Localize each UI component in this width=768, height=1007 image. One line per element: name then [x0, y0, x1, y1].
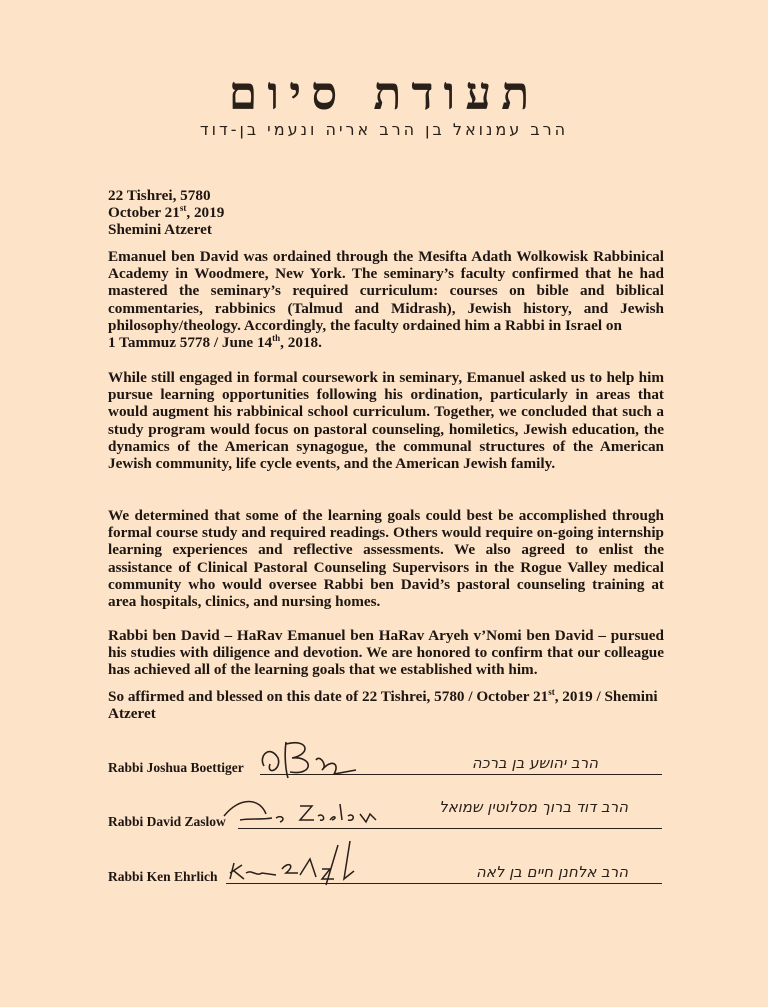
- certificate-title: תעודת סיום: [228, 66, 540, 120]
- ordinal-suffix: st: [179, 203, 187, 214]
- certificate-subtitle: הרב עמנואל בן הרב אריה ונעמי בן-דוד: [199, 120, 569, 139]
- handwritten-signature: [226, 839, 376, 889]
- signer-name: Rabbi Joshua Boettiger: [108, 760, 244, 775]
- paragraph-affirmation: [108, 688, 664, 722]
- hebrew-signature-name: הרב אלחנן חיים בן לאה: [475, 863, 628, 881]
- signature-row-ehrlich: [108, 845, 668, 885]
- paragraph-text: Emanuel ben David was ordained through the Mesifta Adath Wolkowisk Rabbinical Academy in Woodmere, New York. The seminary’s faculty confirmed that he had mastered the seminary’s required curriculum: courses on bible and biblical commentaries, rabbinics (Talmud and Midrash), Jewish history, and Jewish philosophy/theology. Accordingly, the faculty ordained him a Rabbi in Israel on: [108, 248, 664, 334]
- signer-name: Rabbi David Zaslow: [108, 814, 226, 829]
- civil-date-year: , 2019: [186, 204, 225, 222]
- handwritten-signature: [220, 794, 380, 828]
- signer-name: Rabbi Ken Ehrlich: [108, 869, 218, 884]
- signature-line: [238, 828, 662, 829]
- paragraph-study-program: While still engaged in formal coursework in seminary, Emanuel asked us to help him pursue learning opportunities following his ordination, particularly in areas that would augment his rabbinical school curriculum. Together, we concluded that such a study program would focus on pastoral counseling, homiletics, Jewish education, the dynamics of the American synagogue, the communal structures of the American Jewish community, life cycle events, and the American Jewish family.: [108, 369, 664, 473]
- ordinal-suffix: th: [272, 332, 281, 343]
- date-block: [108, 187, 664, 239]
- hebrew-date: 22 Tishrei, 5780: [108, 187, 211, 204]
- ordination-date: 1 Tammuz 5778 / June 14: [108, 334, 273, 352]
- affirmation-text-end: , 2019 / Shemini Atzeret: [108, 688, 658, 723]
- paragraph-confirmation: Rabbi ben David – HaRav Emanuel ben HaRav Aryeh v’Nomi ben David – pursued his studies with diligence and devotion. We are honored to confirm that our colleague has achieved all of the learning goals that we established with him.: [108, 627, 664, 679]
- ordinal-suffix: st: [548, 686, 555, 697]
- ordination-year: , 2018.: [280, 334, 322, 352]
- civil-date-text: October 21: [108, 204, 180, 222]
- paragraph-ordination: [108, 248, 664, 351]
- handwritten-signature: [256, 736, 366, 782]
- paragraph-learning-goals: We determined that some of the learning goals could best be accomplished through formal course study and required readings. Others would require on-going internship learning experiences and reflective assessments. We also agreed to enlist the assistance of Clinical Pastoral Counseling Supervisors in the Rogue Valley medical community who would oversee Rabbi ben David’s pastoral counseling training at area hospitals, clinics, and nursing homes.: [108, 507, 664, 611]
- hebrew-signature-name: הרב דוד ברוך מסלוטין שמואל: [439, 798, 628, 816]
- signature-row-zaslow: [108, 790, 668, 830]
- signature-row-boettiger: [108, 736, 668, 776]
- hebrew-signature-name: הרב יהושע בן ברכה: [471, 754, 598, 772]
- holiday-name: Shemini Atzeret: [108, 221, 212, 239]
- civil-date: [108, 204, 664, 221]
- affirmation-text: So affirmed and blessed on this date of 22 Tishrei, 5780 / October 21: [108, 688, 549, 705]
